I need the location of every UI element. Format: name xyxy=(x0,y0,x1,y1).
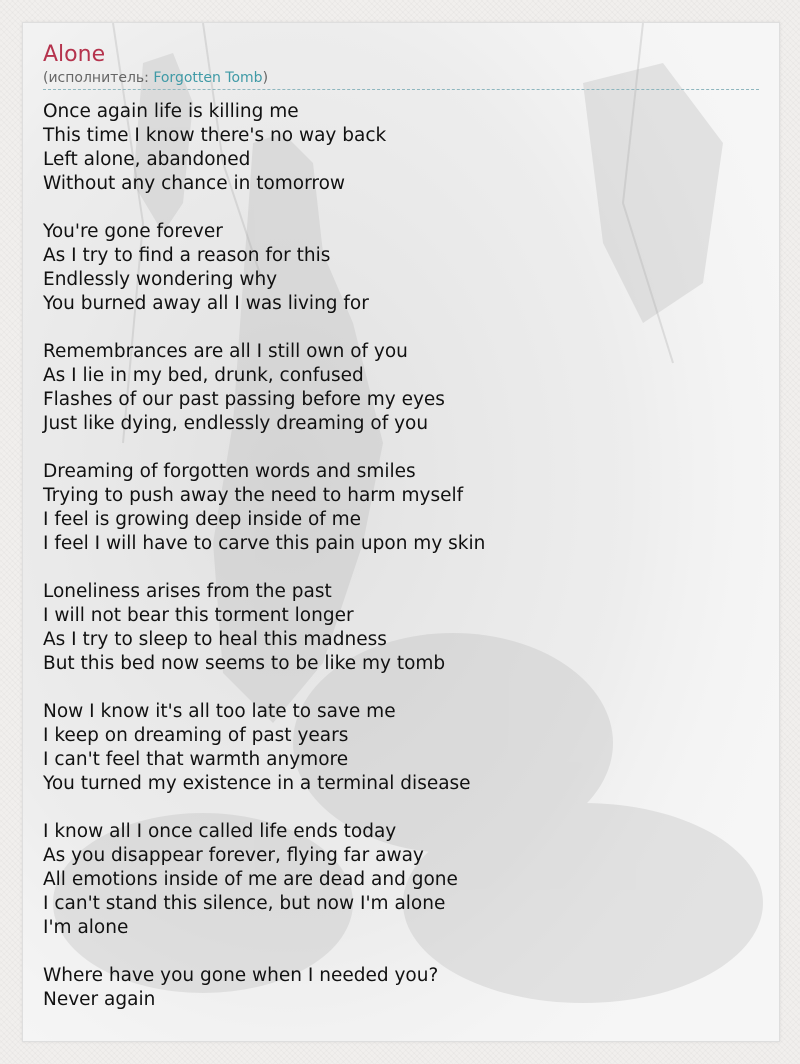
lyrics-stanza xyxy=(43,100,759,196)
lyric-line: Just like dying, endlessly dreaming of you xyxy=(43,413,429,434)
lyric-line: I feel I will have to carve this pain upon my skin xyxy=(43,533,486,554)
lyric-line: All emotions inside of me are dead and gone xyxy=(43,869,458,890)
artist-prefix: (исполнитель: xyxy=(43,70,154,86)
lyrics-stanza xyxy=(43,580,759,676)
lyric-line: I can't feel that warmth anymore xyxy=(43,749,349,770)
lyric-line: You turned my existence in a terminal disease xyxy=(43,773,471,794)
lyric-line: You burned away all I was living for xyxy=(43,293,369,314)
artist-link[interactable]: Forgotten Tomb xyxy=(153,70,263,86)
lyric-line: You're gone forever xyxy=(43,221,223,242)
lyrics-content xyxy=(23,23,779,1012)
lyric-line: Never again xyxy=(43,989,156,1010)
lyric-line: I keep on dreaming of past years xyxy=(43,725,349,746)
lyric-line: Where have you gone when I needed you? xyxy=(43,965,439,986)
lyric-line: Trying to push away the need to harm myself xyxy=(43,485,464,506)
lyric-line: I will not bear this torment longer xyxy=(43,605,354,626)
lyrics-stanza xyxy=(43,820,759,940)
lyric-line: Once again life is killing me xyxy=(43,101,299,122)
lyric-line: Loneliness arises from the past xyxy=(43,581,332,602)
lyric-line: But this bed now seems to be like my tomb xyxy=(43,653,446,674)
lyrics-card xyxy=(22,22,780,1042)
lyric-line: As I try to sleep to heal this madness xyxy=(43,629,387,650)
lyric-line: Dreaming of forgotten words and smiles xyxy=(43,461,416,482)
lyrics-stanza xyxy=(43,220,759,316)
lyric-line: Flashes of our past passing before my eyes xyxy=(43,389,445,410)
lyric-line: I'm alone xyxy=(43,917,129,938)
lyric-line: Left alone, abandoned xyxy=(43,149,251,170)
lyrics-stanza xyxy=(43,460,759,556)
lyric-line: As I lie in my bed, drunk, confused xyxy=(43,365,364,386)
lyric-line: Endlessly wondering why xyxy=(43,269,278,290)
lyric-line: As I try to find a reason for this xyxy=(43,245,331,266)
lyric-line: I feel is growing deep inside of me xyxy=(43,509,362,530)
lyric-line: This time I know there's no way back xyxy=(43,125,387,146)
artist-suffix: ) xyxy=(262,70,269,86)
lyrics-body xyxy=(43,100,759,1012)
lyrics-stanza xyxy=(43,700,759,796)
lyric-line: As you disappear forever, flying far away xyxy=(43,845,424,866)
lyric-line: Remembrances are all I still own of you xyxy=(43,341,408,362)
lyric-line: Without any chance in tomorrow xyxy=(43,173,346,194)
song-title: Alone xyxy=(43,42,106,67)
lyric-line: I can't stand this silence, but now I'm alone xyxy=(43,893,446,914)
lyric-line: I know all I once called life ends today xyxy=(43,821,397,842)
lyric-line: Now I know it's all too late to save me xyxy=(43,701,396,722)
lyrics-stanza xyxy=(43,340,759,436)
artist-line xyxy=(43,69,759,90)
lyrics-stanza xyxy=(43,964,759,1012)
